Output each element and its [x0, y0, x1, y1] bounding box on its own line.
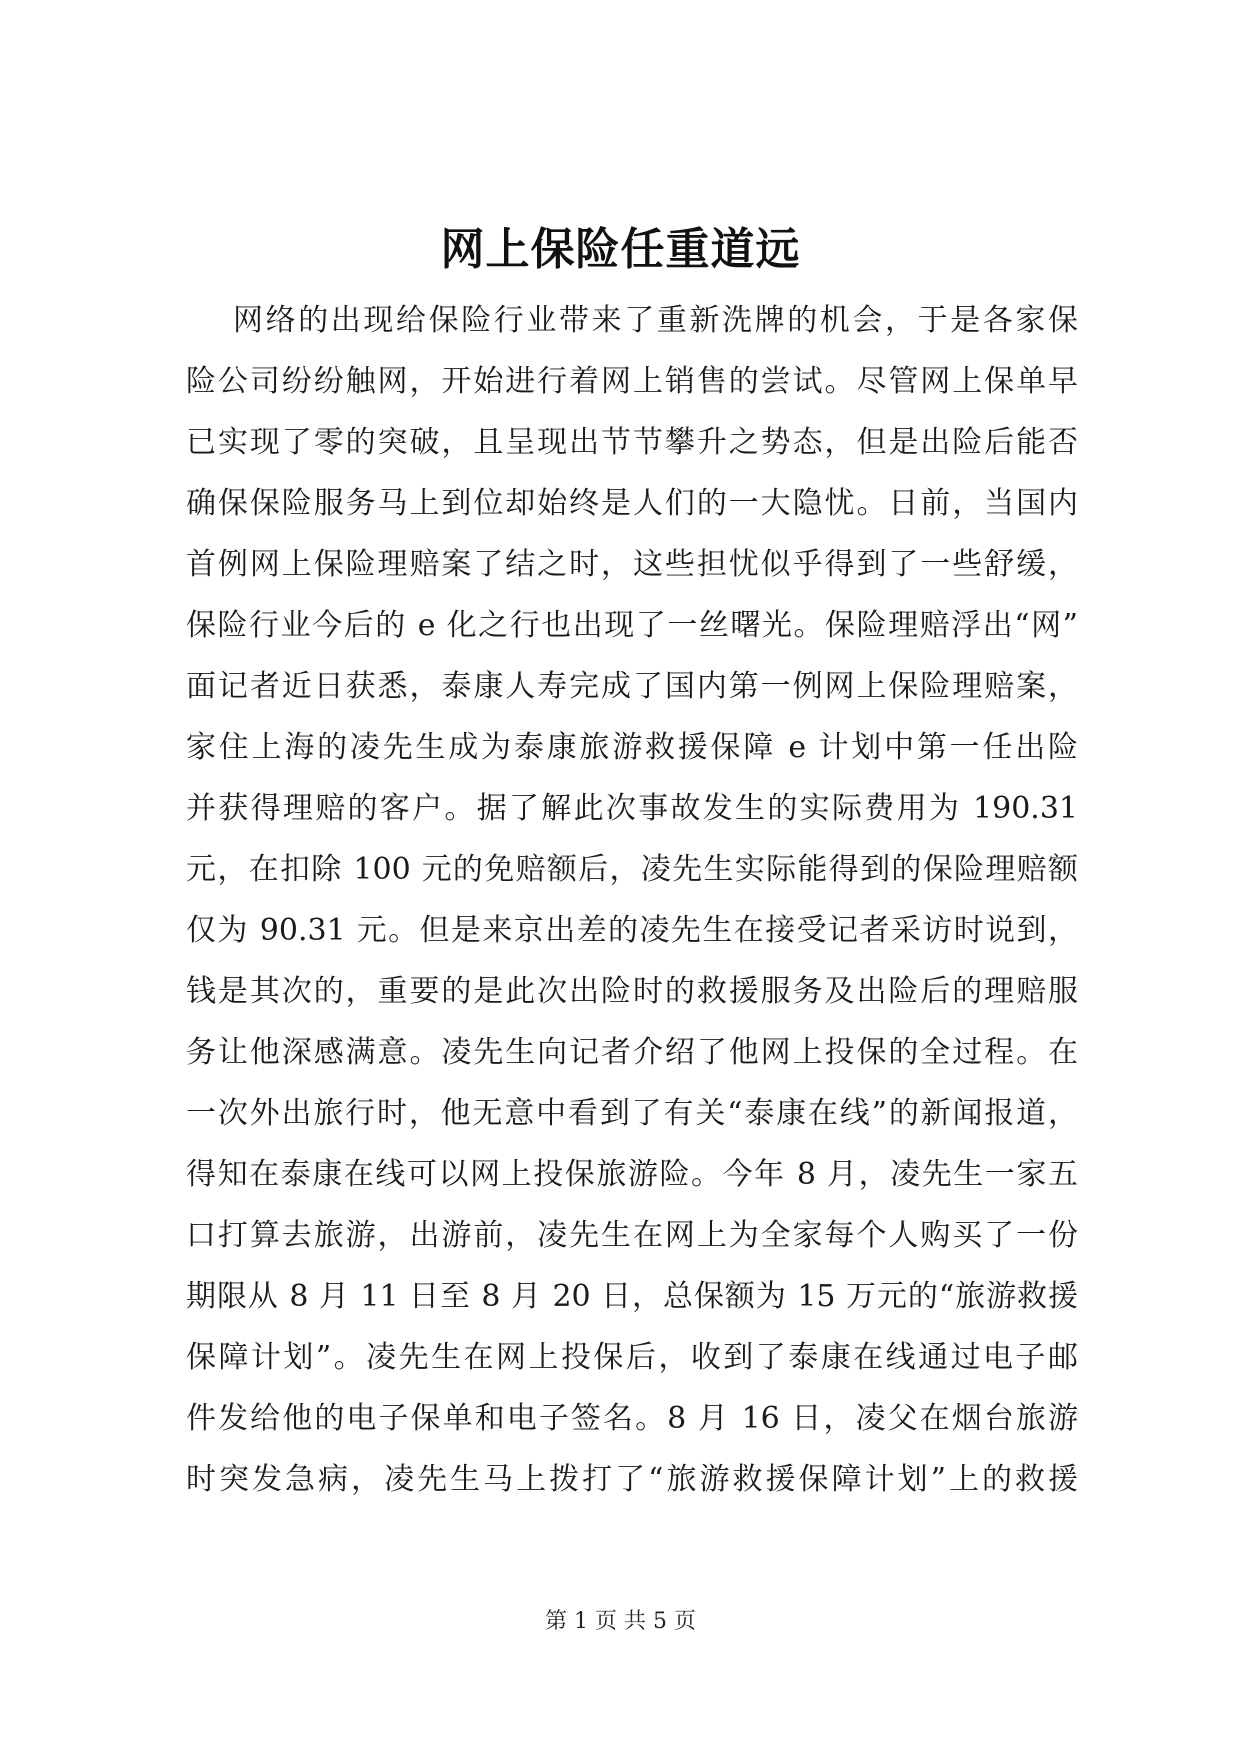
document-title: 网上保险任重道远 [440, 224, 801, 275]
body-line: 件发给他的电子保单和电子签名。8 月 16 日，凌父在烟台旅游 [186, 1401, 1078, 1436]
body-line: 家住上海的凌先生成为泰康旅游救援保障 e 计划中第一任出险 [186, 730, 1078, 765]
body-line: 务让他深感满意。凌先生向记者介绍了他网上投保的全过程。在 [186, 1035, 1078, 1070]
body-line: 保障计划”。凌先生在网上投保后，收到了泰康在线通过电子邮 [186, 1340, 1078, 1375]
body-line: 一次外出旅行时，他无意中看到了有关“泰康在线”的新闻报道， [186, 1096, 1078, 1131]
document-body [186, 290, 1078, 1510]
body-line: 钱是其次的，重要的是此次出险时的救援服务及出险后的理赔服 [186, 974, 1078, 1009]
body-line: 仅为 90.31 元。但是来京出差的凌先生在接受记者采访时说到， [186, 913, 1078, 948]
body-line: 元，在扣除 100 元的免赔额后，凌先生实际能得到的保险理赔额 [186, 852, 1078, 887]
page-number-footer: 第 1 页 共 5 页 [545, 1609, 696, 1634]
body-line: 网络的出现给保险行业带来了重新洗牌的机会，于是各家保 [233, 303, 1078, 338]
body-line: 首例网上保险理赔案了结之时，这些担忧似乎得到了一些舒缓， [186, 547, 1078, 582]
body-line: 时突发急病，凌先生马上拨打了“旅游救援保障计划”上的救援 [186, 1462, 1078, 1497]
body-line: 面记者近日获悉，泰康人寿完成了国内第一例网上保险理赔案， [186, 669, 1078, 704]
body-line: 已实现了零的突破，且呈现出节节攀升之势态，但是出险后能否 [186, 425, 1078, 460]
body-line: 口打算去旅游，出游前，凌先生在网上为全家每个人购买了一份 [186, 1218, 1078, 1253]
body-line: 得知在泰康在线可以网上投保旅游险。今年 8 月，凌先生一家五 [186, 1157, 1078, 1192]
body-line: 保险行业今后的 e 化之行也出现了一丝曙光。保险理赔浮出“网” [186, 608, 1078, 643]
body-line: 并获得理赔的客户。据了解此次事故发生的实际费用为 190.31 [186, 791, 1078, 826]
body-line: 期限从 8 月 11 日至 8 月 20 日，总保额为 15 万元的“旅游救援 [186, 1279, 1078, 1314]
body-line: 险公司纷纷触网，开始进行着网上销售的尝试。尽管网上保单早 [186, 364, 1078, 399]
body-line: 确保保险服务马上到位却始终是人们的一大隐忧。日前，当国内 [186, 486, 1078, 521]
